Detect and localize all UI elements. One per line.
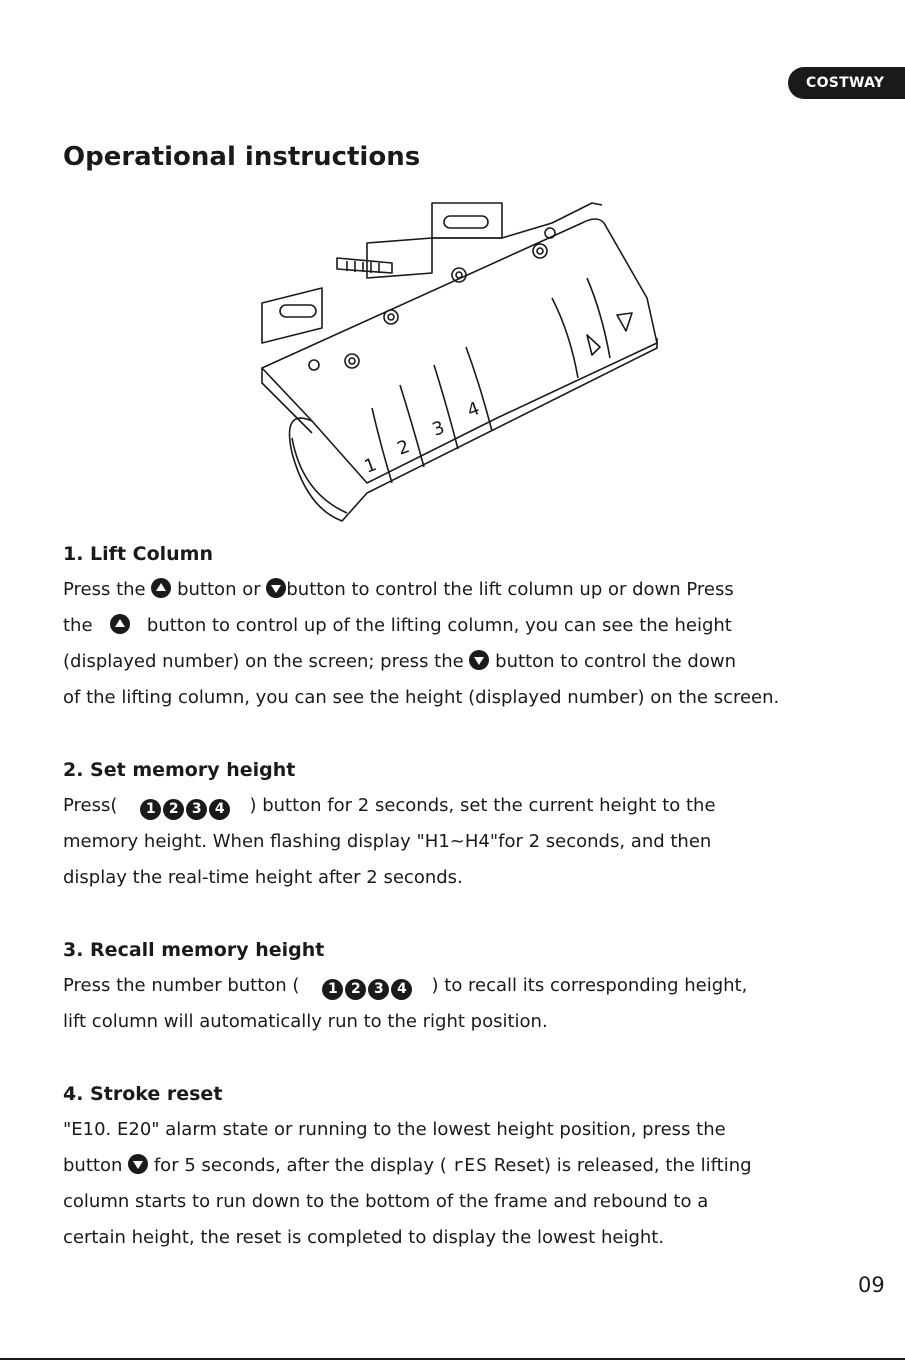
page-number: 09: [858, 1273, 885, 1297]
number-button-2-icon: 2: [163, 799, 184, 820]
rear-bracket: [432, 203, 502, 238]
section-heading-recall: 3. Recall memory height: [63, 939, 325, 961]
key-4-label: 4: [464, 398, 483, 422]
section-heading-lift: 1. Lift Column: [63, 543, 213, 565]
reset-display-code: rES: [452, 1155, 488, 1176]
down-arrow-icon: [266, 578, 286, 598]
brand-tab: COSTWAY: [788, 67, 905, 99]
down-arrow-icon: [128, 1154, 148, 1174]
up-triangle-icon: [587, 335, 600, 355]
up-arrow-icon: [110, 614, 130, 634]
top-plate: [262, 219, 657, 483]
up-arrow-icon: [151, 578, 171, 598]
section-body-reset: "E10. E20" alarm state or running to the lowest height position, press the button for 5 seconds, after the display ( rES Reset) is released, the lifting column starts to run down to the bottom of the frame and rebound to a certain height, the reset is completed to display the lowest height.: [63, 1119, 752, 1248]
key-3-label: 3: [429, 417, 448, 441]
number-button-2-icon: 2: [345, 979, 366, 1000]
section-heading-reset: 4. Stroke reset: [63, 1083, 223, 1105]
number-button-3-icon: 3: [368, 979, 389, 1000]
down-triangle-icon: [617, 313, 632, 331]
number-button-4-icon: 4: [391, 979, 412, 1000]
page-title: Operational instructions: [63, 142, 421, 172]
number-button-1-icon: 1: [322, 979, 343, 1000]
number-button-3-icon: 3: [186, 799, 207, 820]
section-body-lift: Press the button or button to control the lift column up or down Press the button to control up of the lifting column, you can see the height (displayed number) on the screen; press the button to control the down of the lifting column, you can see the height (displayed number) on the screen.: [63, 579, 780, 708]
section-body-recall: Press the number button ( 1 2 3 4 ) to recall its corresponding height, lift column will automatically run to the right position.: [63, 975, 748, 1032]
number-button-4-icon: 4: [209, 799, 230, 820]
key-2-label: 2: [394, 436, 413, 460]
controller-illustration: [252, 193, 662, 525]
section-body-memory: Press( 1 2 3 4 ) button for 2 seconds, set the current height to the memory height. When flashing display "H1~H4"for 2 seconds, and then display the real-time height after 2 seconds.: [63, 795, 716, 888]
footer-divider: [0, 1358, 905, 1360]
key-1-label: 1: [361, 454, 380, 478]
down-arrow-icon: [469, 650, 489, 670]
number-button-1-icon: 1: [140, 799, 161, 820]
section-heading-memory: 2. Set memory height: [63, 759, 296, 781]
